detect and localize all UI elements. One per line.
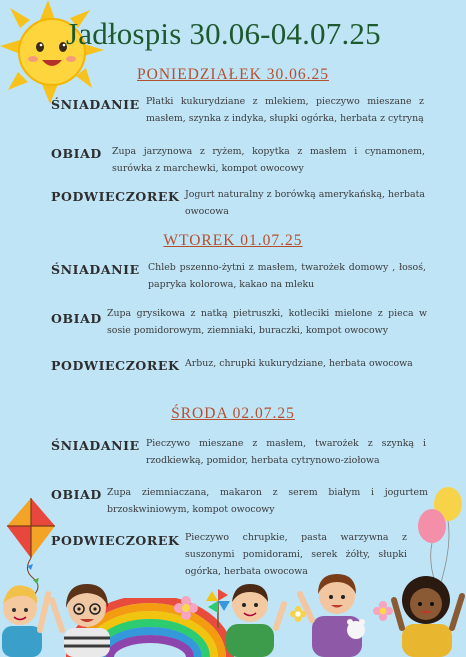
meal-text-snack: Arbuz, chrupki kukurydziane, herbata owocowa bbox=[185, 358, 413, 369]
day-heading-monday: PONIEDZIAŁEK 30.06.25 bbox=[137, 66, 329, 83]
meal-text-lunch: Zupa grysikowa z natką pietruszki, kotleciki mielone z pieca w sosie pomidorowym, ziemniaki, buraczki, kompot owocowy bbox=[107, 308, 427, 336]
meal-text-lunch: Zupa ziemniaczana, makaron z serem białym i jogurtem brzoskwiniowym, kompot owocowy bbox=[107, 487, 428, 515]
meal-text-breakfast: Chleb pszenno-żytni z masłem, twarożek domowy , łosoś, papryka kolorowa, kakao na mleku bbox=[148, 262, 426, 290]
meal-label-breakfast: ŚNIADANIE bbox=[51, 438, 140, 453]
meal-text-breakfast: Pieczywo mieszane z masłem, twarożek z szynką i rzodkiewką, pomidor, herbata cytrynowo-ziołowa bbox=[146, 438, 426, 466]
meal-label-snack: PODWIECZOREK bbox=[51, 533, 180, 548]
meal-label-snack: PODWIECZOREK bbox=[51, 189, 180, 204]
children-illustration bbox=[0, 560, 466, 657]
day-heading-tuesday: WTOREK 01.07.25 bbox=[163, 232, 303, 249]
meal-text-lunch: Zupa jarzynowa z ryżem, kopytka z masłem i cynamonem, surówka z marchewki, kompot owocowy bbox=[112, 146, 425, 174]
meal-label-breakfast: ŚNIADANIE bbox=[51, 97, 140, 112]
meal-label-lunch: OBIAD bbox=[51, 146, 102, 161]
day-heading-wednesday: ŚRODA 02.07.25 bbox=[171, 405, 295, 422]
meal-label-snack: PODWIECZOREK bbox=[51, 358, 180, 373]
meal-label-breakfast: ŚNIADANIE bbox=[51, 262, 140, 277]
page-title: Jadłospis 30.06-04.07.25 bbox=[66, 16, 381, 51]
meal-label-lunch: OBIAD bbox=[51, 487, 102, 502]
meal-text-snack: Pieczywo chrupkie, pasta warzywna z suszonymi pomidorami, serek żółty, słupki ogórka, herbata owocowa bbox=[185, 532, 407, 577]
meal-label-lunch: OBIAD bbox=[51, 311, 102, 326]
meal-text-breakfast: Płatki kukurydziane z mlekiem, pieczywo mieszane z masłem, szynka z indyka, słupki ogórka, herbata z cytryną bbox=[146, 96, 424, 124]
meal-text-snack: Jogurt naturalny z borówką amerykańską, herbata owocowa bbox=[185, 189, 425, 217]
